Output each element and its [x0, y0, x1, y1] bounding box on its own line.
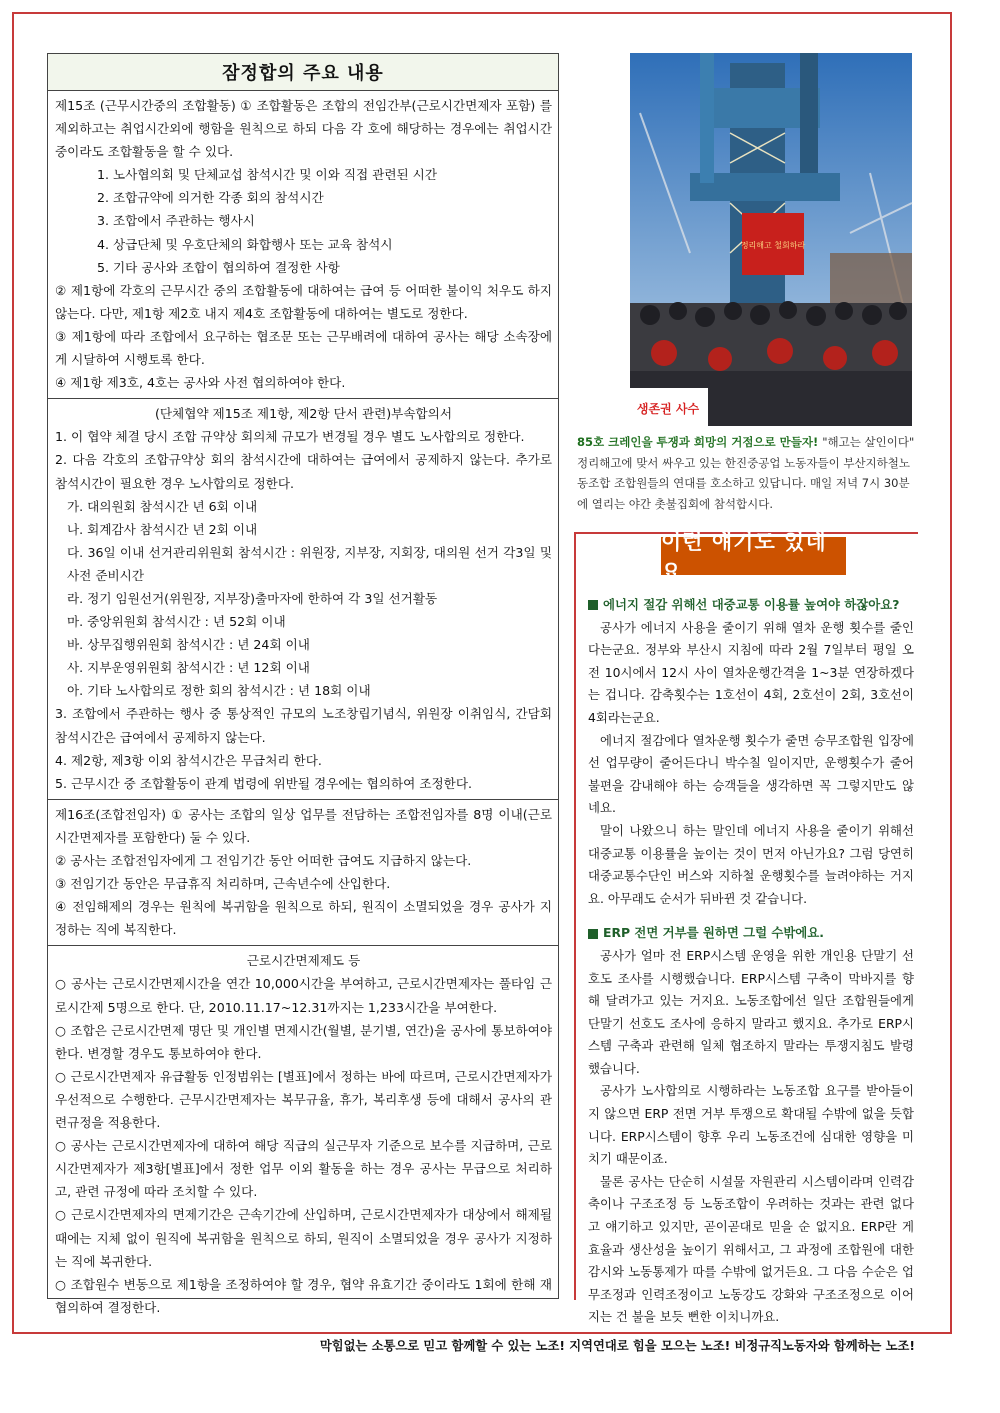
supplementary-clause: 2. 다음 각호의 조합규약상 회의 참석시간에 대하여는 급여에서 공제하지 않는다. 추가로 참석시간이 필요한 경우 노사합의로 정한다.: [55, 452, 552, 491]
article-16-clause: ③ 전임기간 동안은 무급휴직 처리하며, 근속년수에 산입한다.: [55, 876, 391, 892]
time-exemption-item: ○ 근로시간면제자의 면제기간은 근속기간에 산입하며, 근로시간면제자가 대상에서 해제될 때에는 지체 없이 원직에 복귀함을 원칙으로 하되, 원직이 소멸되었을 경우 공사가 지정하는 직에 복귀한다.: [55, 1207, 552, 1269]
article-15-item: 2. 조합규약에 의거한 각종 회의 참석시간: [97, 190, 324, 206]
spacer: [588, 910, 914, 922]
side-column: [574, 530, 918, 1325]
article-1-paragraph: 에너지 절감에다 열차운행 횟수가 줄면 승무조합원 입장에선 업무량이 줄어든다니 박수칠 일이지만, 운행횟수가 줄어 불편을 감내해야 하는 승객들을 생각하면 꼭 그렇지만도 않네요.: [588, 732, 914, 816]
caption-text: "해고는 살인이다" 정리해고에 맞서 싸우고 있는 한진중공업 노동자들이 부산지하철노동조합 조합원들의 연대를 호소하고 있답니다. 매일 저녁 7시 30분에 열리는 야간 촛불집회에 참석합시다.: [577, 435, 915, 511]
supplementary-agreement: [48, 399, 558, 800]
article-15-item: 5. 기타 공사와 조합이 협의하여 결정한 사항: [97, 259, 340, 275]
supplementary-sub-item: 마. 중앙위원회 참석시간 : 년 52회 이내: [67, 614, 286, 630]
supplementary-sub-item: 아. 기타 노사합의로 정한 회의 참석시간 : 년 18회 이내: [67, 683, 371, 699]
article-15: [48, 91, 558, 399]
article-15-clause-2: ② 제1항에 각호의 근무시간 중의 조합활동에 대하여는 급여 등 어떠한 불이익 처우도 하지 않는다. 다만, 제1항 제2호 내지 제4호 조합활동에 대하여는 별도로 정한다.: [55, 282, 552, 321]
agreement-box: [47, 53, 559, 1315]
article-15-item: 1. 노사협의회 및 단체교섭 참석시간 및 이와 직접 관련된 시간: [97, 167, 438, 183]
article-16: [48, 800, 558, 947]
time-exemption-item: ○ 근로시간면제자 유급활동 인정범위는 [별표]에서 정하는 바에 따르며, 근로시간면제자가 우선적으로 수행한다. 근무시간면제자는 복무규율, 휴가, 복리후생 등에 대해서 공사의 관련규정을 적용한다.: [55, 1068, 552, 1131]
article-15-item: 4. 상급단체 및 우호단체의 화합행사 또는 교육 참석시: [97, 236, 393, 252]
supplementary-sub-item: 가. 대의원회 참석시간 년 6회 이내: [67, 498, 258, 514]
supplementary-clause: 1. 이 협약 체결 당시 조합 규약상 회의체 규모가 변경될 경우 별도 노사합의로 정한다.: [55, 429, 525, 445]
checkbox-icon: [588, 600, 598, 610]
photo-caption: [577, 432, 915, 514]
time-exemption-item: ○ 조합원수 변동으로 제1항을 조정하여야 할 경우, 협약 유효기간 중이라도 1회에 한해 재협의하여 결정한다.: [55, 1276, 552, 1315]
crane-banner-text: 정리해고 철회하라: [740, 241, 806, 250]
article-15-clause-3: ③ 제1항에 따라 조합에서 요구하는 협조문 또는 근무배려에 대하여 공사는 해당 소속장에게 시달하여 시행토록 한다.: [55, 328, 552, 368]
caption-headline: 85호 크레인을 투쟁과 희망의 거점으로 만들자!: [577, 435, 823, 449]
supplementary-sub-item: 사. 지부운영위원회 참석시간 : 년 12회 이내: [67, 660, 310, 676]
column-content: [588, 594, 914, 1329]
agreement-title: 잠정합의 주요 내용: [48, 54, 558, 91]
article-16-clause: 제16조(조합전임자) ① 공사는 조합의 일상 업무를 전담하는 조합전임자를 8명 이내(근로시간면제자를 포함한다) 둘 수 있다.: [55, 806, 552, 845]
article-1-paragraph: 공사가 에너지 사용을 줄이기 위해 열차 운행 횟수를 줄인다는군요. 정부와 부산시 지침에 따라 2월 7일부터 평일 오전 10시에서 12시 사이 열차운행간격을 1~3분 연장하겠다는 겁니다. 감축횟수는 1호선이 4회, 2호선이 2회, 3호선이 4회라는군요.: [588, 619, 914, 725]
time-exemption-heading: 근로시간면제제도 등: [246, 953, 361, 969]
crane-rally-photo: [630, 53, 912, 426]
article-16-clause: ④ 전임해제의 경우는 원칙에 복귀함을 원칙으로 하되, 원직이 소멸되었을 경우 공사가 지정하는 직에 복직한다.: [55, 899, 552, 938]
article-15-clause-4: ④ 제1항 제3호, 4호는 공사와 사전 협의하여야 한다.: [55, 375, 346, 391]
time-exemption-item: ○ 조합은 근로시간면제 명단 및 개인별 면제시간(월별, 분기별, 연간)을 공사에 통보하여야 한다. 변경할 경우도 통보하여야 한다.: [55, 1022, 552, 1061]
article-2-heading: [588, 922, 914, 945]
article-2-title: ERP 전면 거부를 원하면 그럴 수밖에요.: [603, 925, 824, 941]
supplementary-clause: 5. 근무시간 중 조합활동이 관계 법령에 위반될 경우에는 협의하여 조정한다.: [55, 775, 473, 791]
footer-slogan: 막힘없는 소통으로 믿고 함께할 수 있는 노조! 지역연대로 힘을 모으는 노조! 비정규직노동자와 함께하는 노조!: [319, 1339, 915, 1353]
article-2-paragraph: 공사가 얼마 전 ERP시스템 운영을 위한 개인용 단말기 선호도 조사를 시행했습니다. ERP시스템 구축이 막바지를 향해 달려가고 있는 거지요. 노동조합에선 일단 조합원들에게 단말기 선호도 조사에 응하지 말라고 했지요. 추가로 ERP시스템 구축과 관련해 일체 협조하지 말라는 투쟁지침도 발령했습니다.: [588, 947, 914, 1076]
time-exemption-item: ○ 공사는 근로시간면제자에 대하여 해당 직급의 실근무자 기준으로 보수를 지급하며, 근로시간면제자가 제3항[별표]에서 정한 업무 이외 활동을 하는 경우 공사는 무급으로 처리하고, 관련 규정에 따라 조치할 수 있다.: [55, 1138, 552, 1200]
article-16-clause: ② 공사는 조합전임자에게 그 전임기간 동안 어떠한 급여도 지급하지 않는다.: [55, 853, 472, 868]
article-2-paragraph: 물론 공사는 단순히 시설물 자원관리 시스템이라며 인력감축이나 구조조정 등 노동조합이 우려하는 것과는 관련 없다고 얘기하고 있지만, 곧이곧대로 믿을 순 없지요. ERP란 게 효율과 생산성을 높이기 위해서고, 그 과정에 조합원에 대한 감시와 노동통제가 따를 수밖에 없거든요. 그 다음 수순은 업무조정과 인력조정이고 노동강도 강화와 구조조정으로 이어지는 건 불을 보듯 뻔한 이치니까요.: [588, 1173, 914, 1325]
article-2-paragraph: 공사가 노사합의로 시행하라는 노동조합 요구를 받아들이지 않으면 ERP 전면 거부 투쟁으로 확대될 수밖에 없을 듯합니다. ERP시스템이 향후 우리 노동조건에 심대한 영향을 미치기 때문이죠.: [588, 1083, 914, 1167]
supplementary-clause: 4. 제2항, 제3항 이외 참석시간은 무급처리 한다.: [55, 752, 322, 768]
supplementary-sub-item: 나. 회계감사 참석시간 년 2회 이내: [67, 521, 258, 537]
supplementary-sub-item: 다. 36일 이내 선거관리위원회 참석시간 : 위원장, 지부장, 지회장, 대의원 선거 각3일 및 사전 준비시간: [67, 544, 552, 583]
supplementary-sub-item: 라. 정기 임원선거(위원장, 지부장)출마자에 한하여 각 3일 선거활동: [67, 590, 438, 606]
protest-sign-text: 생존권 사수: [636, 402, 700, 416]
time-exemption-item: ○ 공사는 근로시간면제시간을 연간 10,000시간을 부여하고, 근로시간면제자는 풀타임 근로시간제 5명으로 한다. 단, 2010.11.17~12.31까지는 1,233시간을 부여한다.: [55, 976, 552, 1015]
supplementary-clause: 3. 조합에서 주관하는 행사 중 통상적인 규모의 노조창립기념식, 위원장 이취임식, 간담회 참석시간은 급여에서 공제하지 않는다.: [55, 706, 552, 745]
article-15-item: 3. 조합에서 주관하는 행사시: [97, 213, 255, 229]
article-15-intro: 제15조 (근무시간중의 조합활동) ① 조합활동은 조합의 전임간부(근로시간면제자 포함) 를 제외하고는 취업시간외에 행함을 원칙으로 하되 다음 각 호에 해당하는 경우에는 취업시간중이라도 조합활동을 할 수 있다.: [55, 98, 552, 160]
article-1-title: 에너지 절감 위해선 대중교통 이용률 높여야 하잖아요?: [603, 597, 900, 612]
time-exemption-system: [48, 946, 558, 1323]
article-1-heading: [588, 594, 914, 617]
supplementary-heading: (단체협약 제15조 제1항, 제2항 단서 관련)부속합의서: [154, 406, 453, 422]
checkbox-icon: [588, 929, 598, 939]
supplementary-sub-item: 바. 상무집행위원회 참석시간 : 년 24회 이내: [67, 637, 310, 653]
column-banner: 이런 얘기도 있네요: [661, 537, 846, 575]
article-1-paragraph: 말이 나왔으니 하는 말인데 에너지 사용을 줄이기 위해선 대중교통 이용률을 높이는 것이 먼저 아닌가요? 그럼 당연히 대중교통수단인 버스와 지하철 운행횟수를 늘려야하는 거지요. 아무래도 순서가 뒤바뀐 것 같습니다.: [588, 822, 914, 906]
